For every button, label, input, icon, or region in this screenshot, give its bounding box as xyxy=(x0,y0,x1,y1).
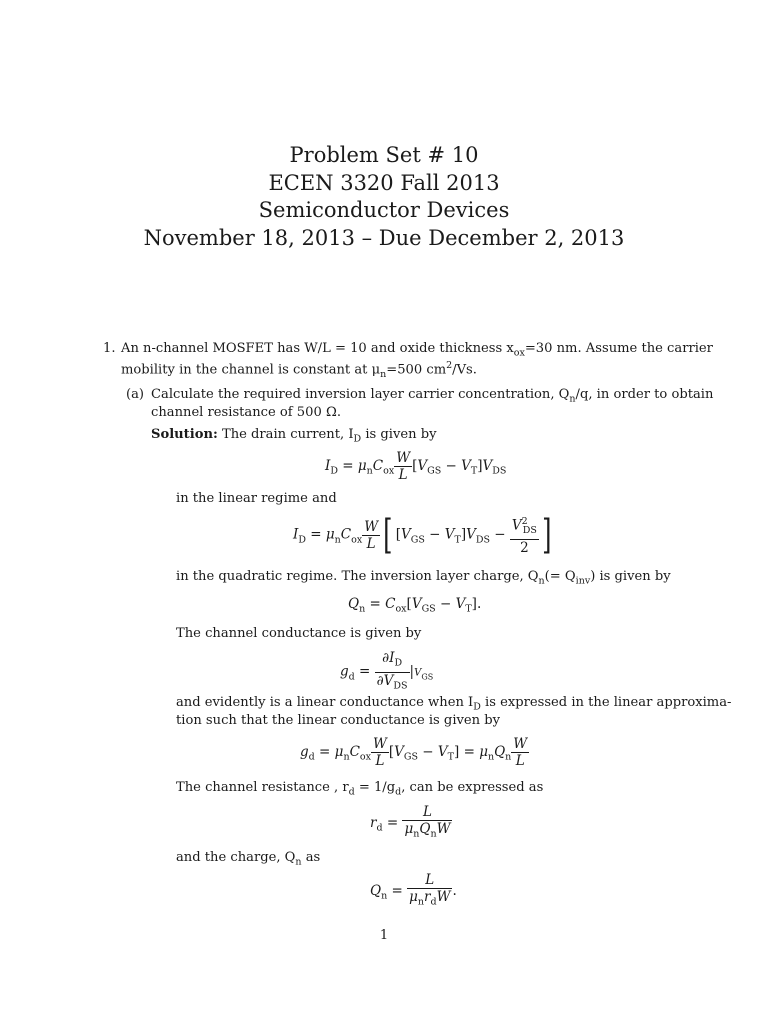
title-block xyxy=(0,142,768,252)
statement-text-1-tail: =30 nm. Assume the carrier xyxy=(524,341,713,356)
equation-linear-conductance: $g_d = \mu_nC_{ox}$ $\frac{W}{L}$ $[V_{GS} - V_T] = \mu_nQ_n$ $\frac{W}{L}$ xyxy=(300,736,528,769)
equation-channel-resistance: $r_d$ = $\frac{L}{\mu_nQ_nW}$ xyxy=(370,804,451,840)
title-subject: Semiconductor Devices xyxy=(258,198,510,222)
linear-regime-text: in the linear regime and xyxy=(176,491,337,506)
evident-text-b: is expressed in the linear approxima- xyxy=(485,695,732,710)
equation-channel-conductance: $g_d$ = $\frac{\partial I_D}{\partial V_{DS}}$ $|V_{GS}$ xyxy=(340,650,434,692)
charge-text-a: and the charge, Q xyxy=(176,850,296,865)
charge-sub: n xyxy=(295,856,302,868)
resistance-text-c: , can be expressed as xyxy=(401,780,544,795)
statement-sup-2: 2 xyxy=(446,360,453,371)
quadratic-sub-1: n xyxy=(538,575,545,587)
statement-text-2-tail: /Vs. xyxy=(452,362,477,378)
resistance-sub-1: d xyxy=(348,786,355,798)
quadratic-text-b: (= Q xyxy=(544,569,576,584)
statement-sub-1: ox xyxy=(513,347,525,359)
evident-text-a: and evidently is a linear conductance when I xyxy=(176,695,474,710)
quadratic-regime-text xyxy=(176,568,671,591)
equation-charge: $Q_n$ = $\frac{L}{\mu_nr_dW}$ . xyxy=(370,872,457,908)
part-a-label: (a) xyxy=(126,387,145,402)
statement-text-2: mobility in the channel is constant at μ xyxy=(121,362,381,378)
evident-line2: tion such that the linear conductance is given by xyxy=(176,713,501,728)
resistance-text-a: The channel resistance , r xyxy=(176,780,349,795)
problem-statement-line2 xyxy=(121,357,477,384)
solution-intro xyxy=(151,426,436,449)
resistance-text xyxy=(176,779,543,802)
part-a-text-1-tail: /q, in order to obtain xyxy=(575,387,714,402)
statement-text-2-mid: =500 cm xyxy=(386,362,447,378)
part-a-text-1: Calculate the required inversion layer carrier concentration, Q xyxy=(151,387,570,402)
solution-intro-tail: is given by xyxy=(365,427,437,442)
part-a-line2: channel resistance of 500 Ω. xyxy=(151,405,341,420)
resistance-sub-2: d xyxy=(395,786,402,798)
charge-text xyxy=(176,849,320,872)
title-course: ECEN 3320 Fall 2013 xyxy=(268,170,500,195)
quadratic-text-c: ) is given by xyxy=(590,569,671,584)
page-number: 1 xyxy=(379,928,389,943)
problem-number: 1. xyxy=(103,341,116,356)
part-a-sub: n xyxy=(569,393,576,405)
charge-text-b: as xyxy=(305,850,321,865)
equation-drain-current-linear: $I_D = \mu_nC_{ox}$ $\frac{W}{L}$ $[V_{GS} - V_T]V_{DS}$ xyxy=(325,450,507,483)
solution-intro-text: The drain current, I xyxy=(221,427,354,442)
resistance-text-b: = 1/g xyxy=(358,780,396,795)
equation-drain-current-quadratic: $I_D = \mu_nC_{ox}$ $\frac{W}{L}$ [ $[V_{GS} - V_T]V_{DS}$ − $\frac{V^2_{DS}}{2}$ ] xyxy=(293,512,552,559)
solution-label: Solution: xyxy=(151,427,218,442)
quadratic-text-a: in the quadratic regime. The inversion layer charge, Q xyxy=(176,569,539,584)
statement-sub-2: n xyxy=(380,368,387,380)
quadratic-sub-2: inv xyxy=(575,575,591,587)
evident-sub: D xyxy=(473,701,481,713)
conductance-text: The channel conductance is given by xyxy=(176,626,422,641)
title-problem-set: Problem Set # 10 xyxy=(289,143,479,167)
solution-intro-sub: D xyxy=(353,433,362,445)
statement-text-1: An n-channel MOSFET has W/L = 10 and oxide thickness x xyxy=(121,341,514,356)
equation-inversion-charge: $Q_n = C_{ox}[V_{GS} - V_T]$. xyxy=(348,596,482,615)
title-dates: November 18, 2013 – Due December 2, 2013 xyxy=(143,225,625,250)
